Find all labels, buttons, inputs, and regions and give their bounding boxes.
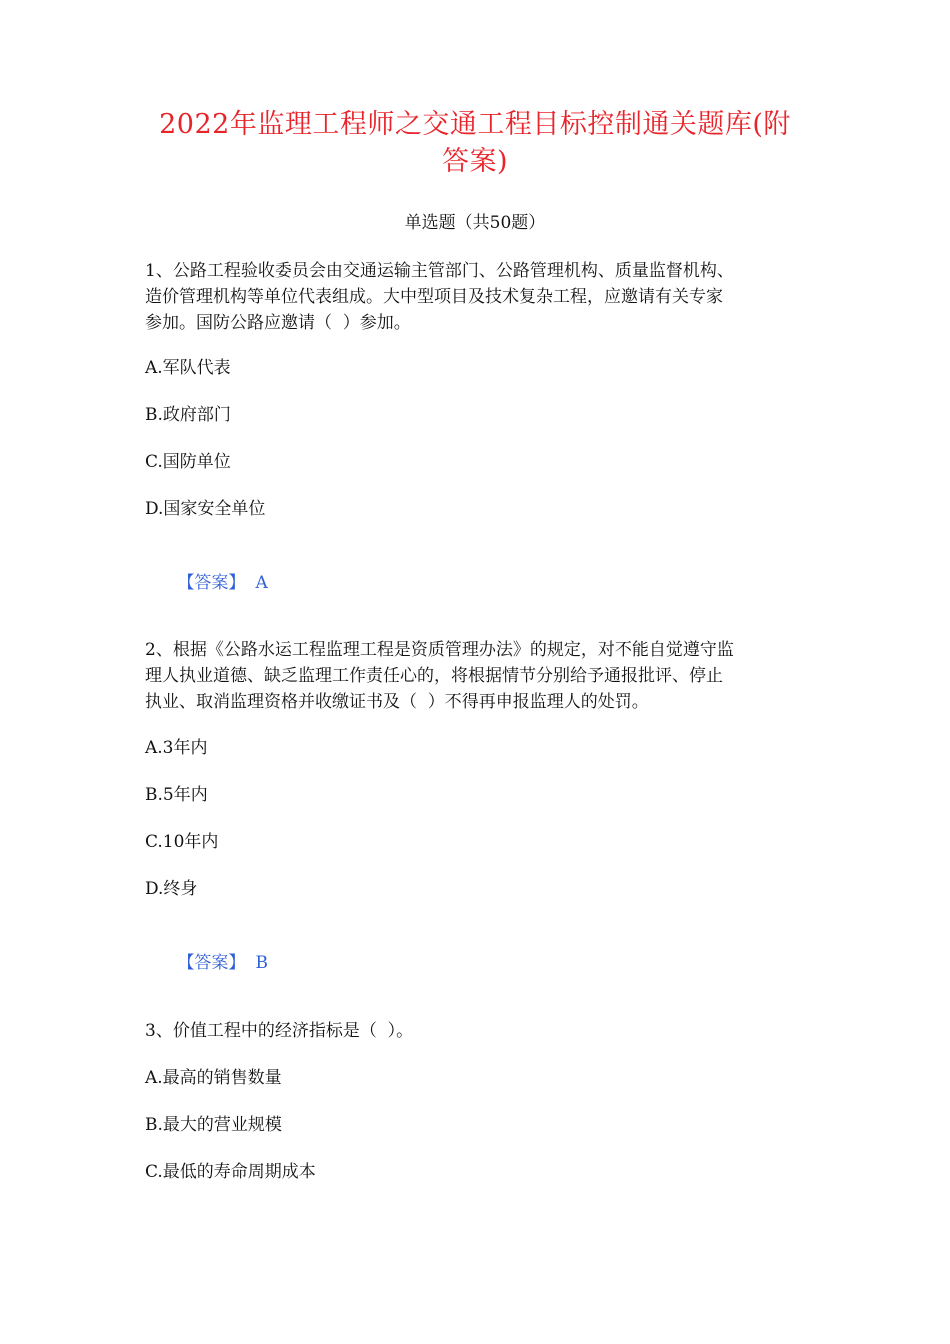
option-b: B.政府部门: [145, 405, 231, 425]
question-text-line: 造价管理机构等单位代表组成。大中型项目及技术复杂工程，应邀请有关专家: [145, 287, 723, 307]
option-c: C.国防单位: [145, 452, 231, 472]
option-d: D.终身: [145, 879, 198, 899]
question-text-line: 2、根据《公路水运工程监理工程是资质管理办法》的规定，对不能自觉遵守监: [145, 640, 734, 660]
answer-label: 【答案】: [177, 573, 246, 593]
question-text-line: 执业、取消监理资格并收缴证书及（ ）不得再申报监理人的处罚。: [145, 692, 649, 712]
question-text-line: 1、公路工程验收委员会由交通运输主管部门、公路管理机构、质量监督机构、: [145, 261, 734, 281]
option-b: B.5年内: [145, 785, 208, 805]
option-b: B.最大的营业规模: [145, 1115, 282, 1135]
title-line-2: 答案): [441, 146, 509, 177]
option-c: C.10年内: [145, 832, 219, 852]
option-d: D.国家安全单位: [145, 499, 266, 519]
answer-label: 【答案】: [177, 953, 246, 973]
option-a: A.3年内: [145, 738, 208, 758]
option-a: A.军队代表: [145, 358, 231, 378]
option-c: C.最低的寿命周期成本: [145, 1162, 316, 1182]
title-line-1: 2022年监理工程师之交通工程目标控制通关题库(附: [159, 109, 791, 140]
document-title: [120, 106, 830, 180]
question-text-line: 理人执业道德、缺乏监理工作责任心的，将根据情节分别给予通报批评、停止: [145, 666, 723, 686]
answer-line: [145, 544, 268, 622]
answer-line: [145, 924, 268, 1002]
option-a: A.最高的销售数量: [145, 1068, 282, 1088]
answer-value: B: [255, 953, 268, 973]
question-text-line: 3、价值工程中的经济指标是（ ）。: [145, 1021, 414, 1041]
answer-value: A: [255, 573, 268, 593]
question-text-line: 参加。国防公路应邀请（ ）参加。: [145, 313, 411, 333]
section-heading: 单选题（共50题）: [404, 213, 546, 233]
